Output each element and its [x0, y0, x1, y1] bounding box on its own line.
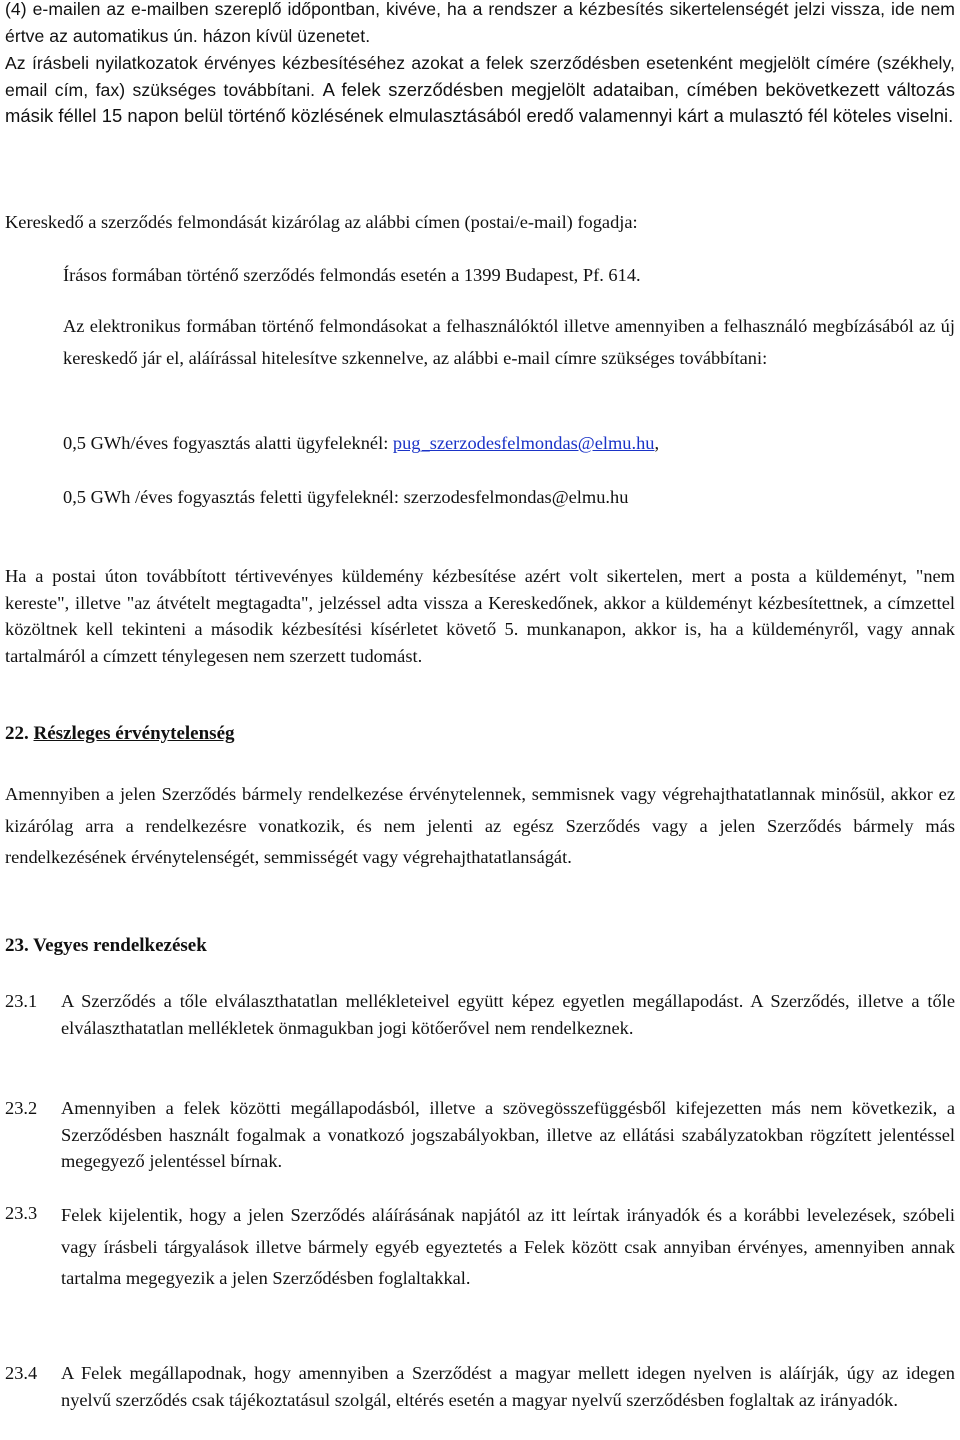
address-change-text: A felek szerződésben megjelölt adataiban, címében bekövetkezett változás másik féllel 15 napon belül történő közlésének elmulasztásából eredő valamennyi kárt a mulasztó fél köteles viselni.: [5, 78, 955, 126]
section-heading-23: [5, 935, 705, 957]
paragraph-written-statements: [5, 50, 955, 130]
clause-number: 23.4: [5, 1363, 38, 1383]
postal-termination-line: Írásos formában történő szerződés felmondás esetén a 1399 Budapest, Pf. 614.: [63, 265, 641, 285]
email-link[interactable]: pug_szerzodesfelmondas@elmu.hu: [392, 433, 655, 453]
email-below-label: 0,5 GWh/éves fogyasztás alatti ügyfeleknél:: [63, 433, 393, 453]
paragraph-partial-invalidity: Amennyiben a jelen Szerződés bármely rendelkezése érvénytelennek, semmisnek vagy végrehajthatatlannak minősül, akkor ez kizárólag arra a rendelkezésre vonatkozik, és nem jelenti az egész Szerződés vagy a jelen Szerződés bármely más rendelkezésének érvénytelenségét, semmisségét vagy végrehajthatatlanságát.: [5, 784, 955, 867]
paragraph-termination-address: Kereskedő a szerződés felmondását kizárólag az alábbi címen (postai/e-mail) fogadja:: [5, 212, 638, 232]
paragraph-postal-return: Ha a postai úton továbbított tértivevényes küldemény kézbesítése azért volt sikertelen, mert a posta a küldeményt, "nem kereste", illetve "az átvételt megtagadta", jelzéssel adta vissza a Kereskedőnek, akkor a küldeményt kézbesítettnek, a címzettel közöltnek kell tekinteni a második kézbesítési kísérletet követő 5. munkanapon, akkor is, ha a küldeményről, vagy annak tartalmáról a címzett ténylegesen nem szerzett tudomást.: [5, 566, 955, 666]
section-22-title: Részleges érvénytelenség: [33, 723, 235, 744]
clause-text: A Szerződés a tőle elválaszthatatlan mellékleteivel együtt képez egyetlen megállapodást. A Szerződés, illetve a tőle elválaszthatatlan mellékletek önmagukban jogi kötőerővel nem rendelkeznek.: [61, 991, 955, 1038]
statement-delivery-text: Az írásbeli nyilatkozatok érvényes kézbesítéséhez azokat a felek szerződésben esetenként megjelölt címére (székhely, email cím, fax) szükséges továbbítani.: [5, 53, 955, 100]
paragraph-email-delivery: (4) e-mailen az e-mailben szereplő időpontban, kivéve, ha a rendszer a kézbesítés sikertelenségét jelzi vissza, ide nem értve az automatikus ún. házon kívül üzenetet.: [5, 0, 955, 46]
clause-number: 23.2: [5, 1098, 38, 1118]
clause-number: 23.1: [5, 991, 38, 1011]
email-below-trailing-comma: ,: [654, 433, 660, 453]
clause-text: Felek kijelentik, hogy a jelen Szerződés aláírásának napjától az itt leírtak irányadók és a korábbi levelezések, szóbeli vagy írásbeli tárgyalások illetve bármely egyéb egyeztetés a Felek között csak annyiban érvényes, amennyiben annak tartalma megegyezik a jelen Szerződésben foglaltakkal.: [61, 1205, 955, 1288]
electronic-termination-paragraph: Az elektronikus formában történő felmondásokat a felhasználóktól illetve amennyiben a felhasználó megbízásából az új kereskedő jár el, aláírással hitelesítve szkennelve, az alábbi e-mail címre szükséges továbbítani:: [63, 316, 955, 368]
clause-text: A Felek megállapodnak, hogy amennyiben a Szerződést a magyar mellett idegen nyelven is aláírják, úgy az idegen nyelvű szerződés csak tájékoztatásul szolgál, eltérés esetén a magyar nyelvű szerződésben foglaltak az irányadók.: [61, 1363, 955, 1410]
section-23-number: 23.: [5, 935, 34, 956]
email-below-threshold-line: [63, 430, 955, 457]
section-23-title: Vegyes rendelkezések: [33, 935, 207, 956]
clause-number: 23.3: [5, 1203, 38, 1223]
section-22-number: 22.: [5, 723, 34, 744]
email-above-threshold-line: 0,5 GWh /éves fogyasztás feletti ügyfeleknél: szerzodesfelmondas@elmu.hu: [63, 487, 629, 507]
section-heading-22: [5, 723, 705, 745]
clause-text: Amennyiben a felek közötti megállapodásból, illetve a szövegösszefüggésből kifejezetten más nem következik, a Szerződésben használt fogalmak a vonatkozó jogszabályokban, illetve az ellátási szabályzatokban rögzített jelentéssel megegyező jelentéssel bírnak.: [61, 1098, 955, 1171]
